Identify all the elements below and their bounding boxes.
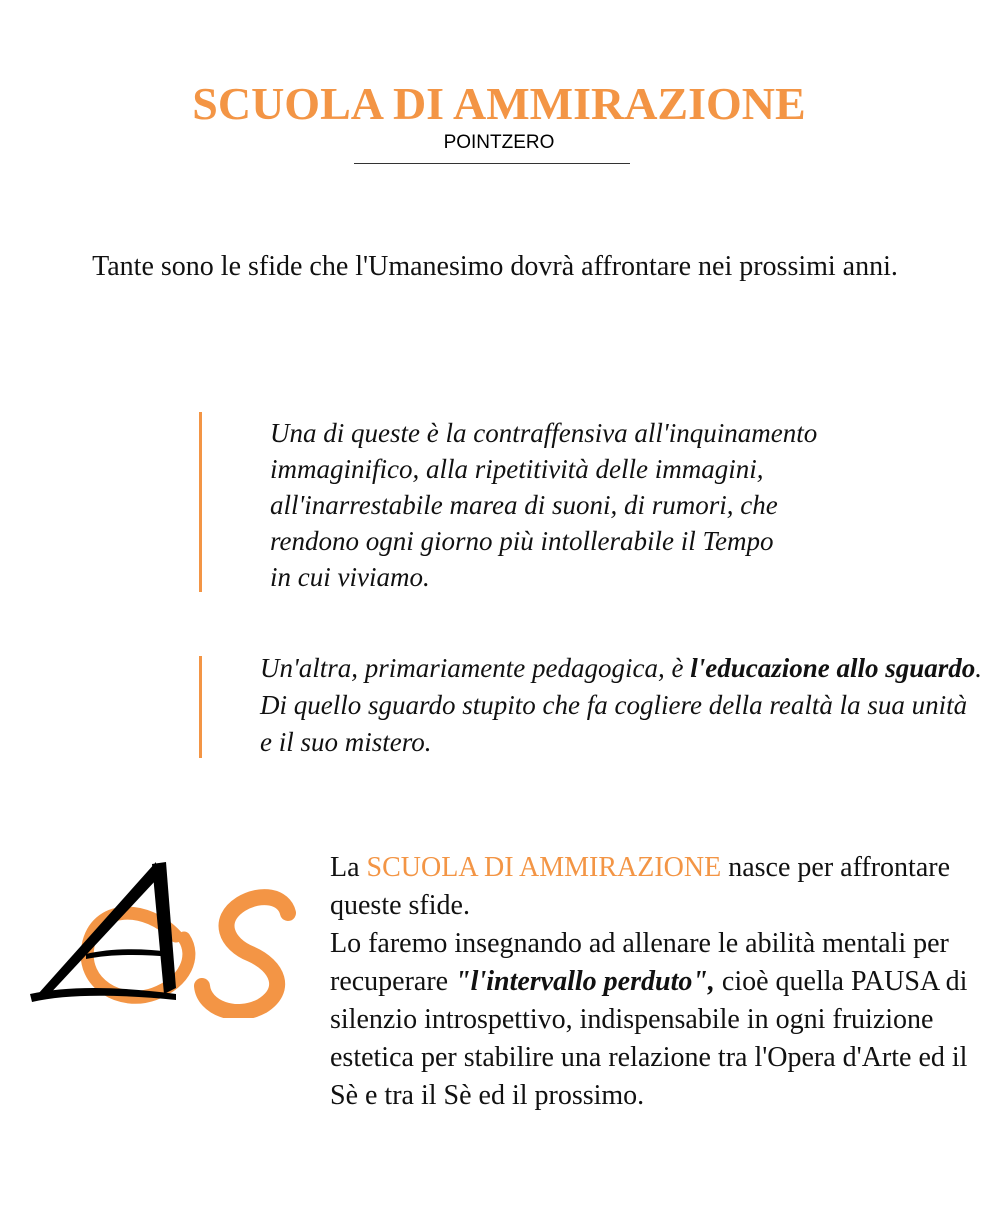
quote-bar-2 — [199, 656, 202, 758]
body-emphasis: "l'intervallo perduto", — [455, 966, 715, 997]
body-paragraph — [330, 849, 970, 1115]
body-line2-start: Lo faremo insegnando ad allenare le abilità mentali per recuperare — [330, 928, 949, 997]
quote-paragraph-1: Una di queste è la contraffensiva all'inquinamento immaginifico, alla ripetitività delle immagini, all'inarrestabile marea di suoni, di rumori, che rendono ogni giorno più intollerabile il Tempo in cui viviamo. — [270, 418, 818, 592]
body-prefix: La — [330, 852, 367, 883]
quote-paragraph-2 — [260, 650, 985, 761]
page-title: SCUOLA DI AMMIRAZIONE — [192, 78, 806, 129]
body-highlight: SCUOLA DI AMMIRAZIONE — [366, 852, 722, 883]
scuola-logo-icon — [26, 858, 306, 1018]
quote2-after: . Di quello sguardo stupito che fa cogliere della realtà la sua unità e il suo mistero. — [260, 653, 983, 757]
page-subtitle: POINTZERO — [443, 132, 555, 153]
quote2-emphasis: l'educazione allo sguardo — [690, 653, 976, 683]
quote-bar-1 — [199, 412, 202, 592]
body-line2-end: cioè quella PAUSA di silenzio introspettivo, indispensabile in ogni fruizione estetica per stabilire una relazione tra l'Opera d'Arte ed il Sè e tra il Sè ed il prossimo. — [330, 966, 968, 1111]
intro-paragraph: Tante sono le sfide che l'Umanesimo dovrà affrontare nei prossimi anni. — [92, 251, 898, 282]
title-divider — [354, 163, 630, 164]
quote2-before: Un'altra, primariamente pedagogica, è — [260, 653, 691, 683]
body-after-highlight: nasce per affrontare queste sfide. — [330, 852, 951, 921]
